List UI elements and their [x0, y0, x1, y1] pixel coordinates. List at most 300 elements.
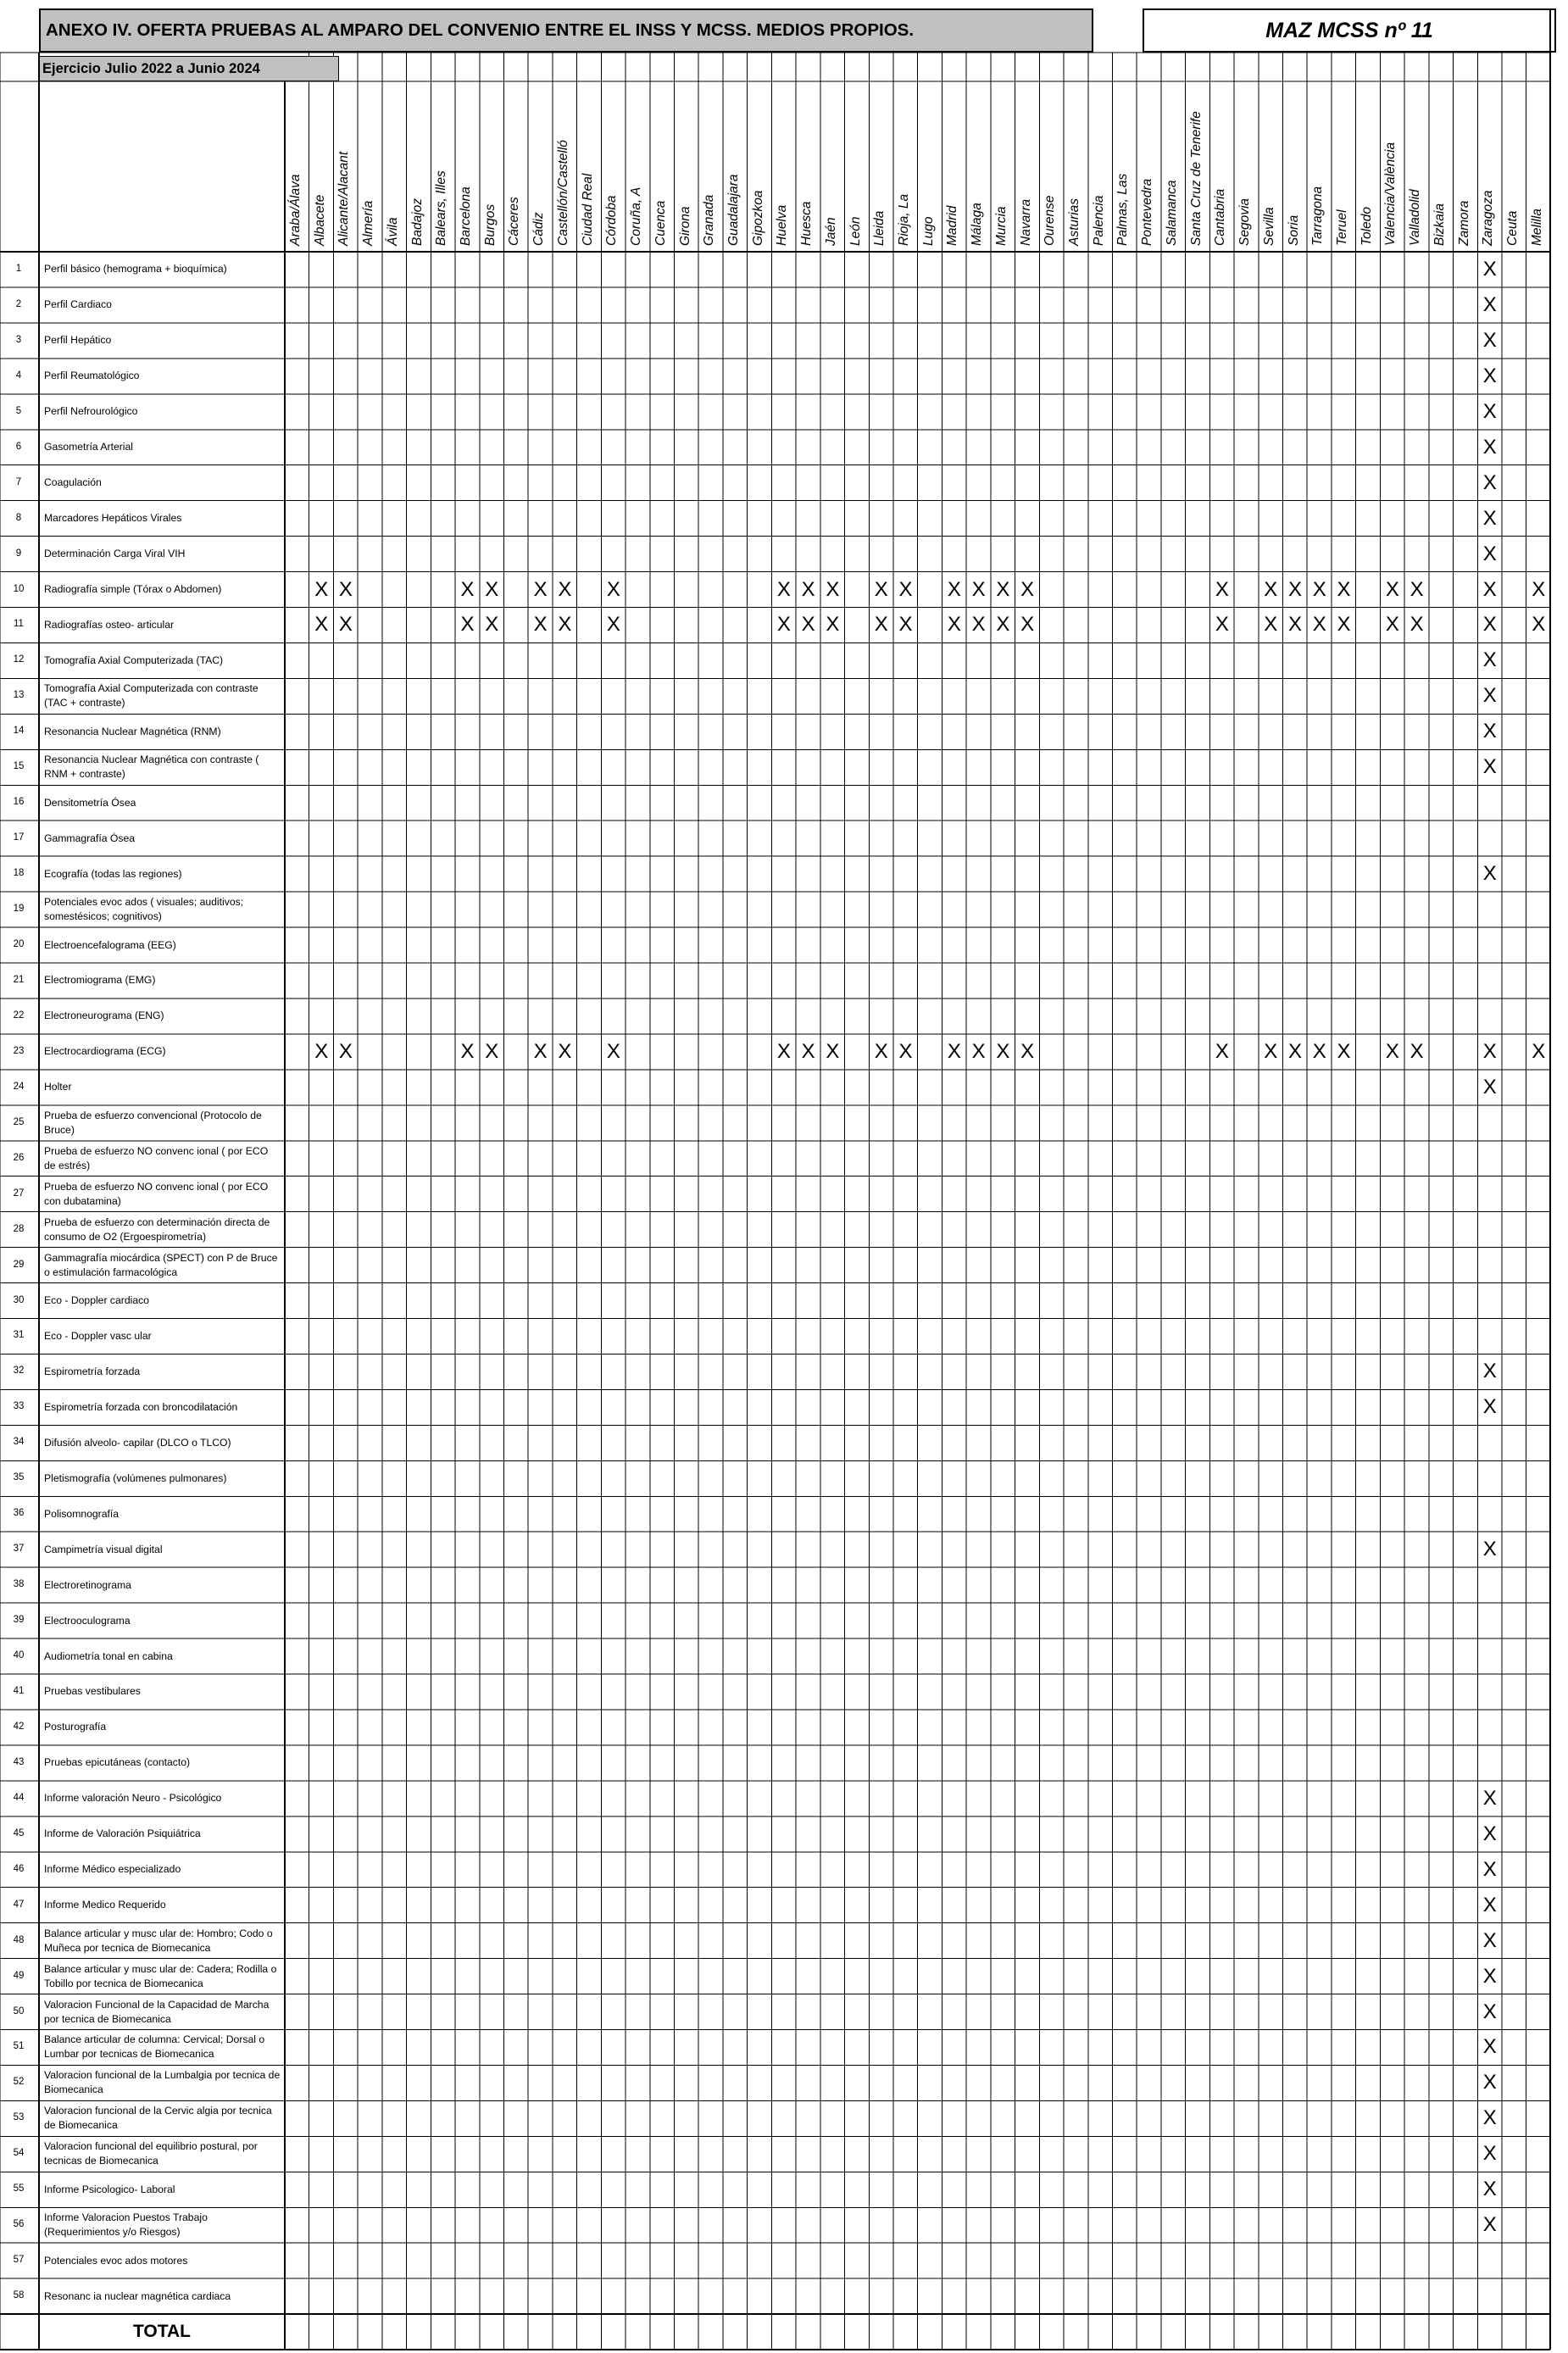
offer-mark: X — [826, 1039, 840, 1063]
province-name: Cuenca — [653, 200, 668, 246]
test-name: Campimetría visual digital — [44, 1543, 163, 1555]
row-number: 19 — [13, 904, 25, 915]
column-header — [675, 85, 699, 246]
province-name: Santa Cruz de Tenerife — [1188, 111, 1204, 246]
row-number: 34 — [13, 1437, 25, 1448]
offer-mark: X — [338, 577, 353, 601]
offer-mark: X — [1410, 577, 1424, 601]
test-name: Posturografía — [44, 1721, 107, 1733]
column-header — [1234, 85, 1259, 246]
offer-mark: X — [1385, 1039, 1399, 1063]
offer-mark: X — [1264, 613, 1278, 637]
offer-mark: X — [801, 1039, 815, 1063]
offer-mark: X — [1482, 1964, 1497, 1988]
column-header — [820, 85, 845, 246]
column-header — [869, 85, 893, 246]
offer-mark: X — [971, 1039, 986, 1063]
offer-mark: X — [1264, 1039, 1278, 1063]
row-number: 6 — [15, 441, 22, 452]
offer-mark: X — [1385, 613, 1399, 637]
test-name: Electrooculograma — [44, 1614, 131, 1627]
offer-mark: X — [558, 613, 572, 637]
offer-mark: X — [1385, 577, 1399, 601]
offer-mark: X — [1482, 684, 1497, 708]
province-name: Tarragona — [1310, 186, 1326, 246]
offer-mark: X — [1482, 399, 1497, 423]
column-header — [1259, 85, 1283, 246]
test-name: Ecografía (todas las regiones) — [44, 867, 182, 880]
offer-mark: X — [1337, 577, 1351, 601]
offer-mark: X — [314, 1039, 329, 1063]
row-number: 27 — [13, 1188, 25, 1199]
offer-mark: X — [1482, 613, 1497, 637]
test-name: Marcadores Hepáticos Virales — [44, 512, 182, 525]
row-number: 1 — [15, 263, 22, 274]
test-name: Valoracion Funcional de la Capacidad de Marcha por tecnica de Biomecanica — [44, 1998, 270, 2025]
offer-mark: X — [874, 1039, 888, 1063]
offer-mark: X — [1410, 1039, 1424, 1063]
test-name: Informe Medico Requerido — [44, 1899, 166, 1911]
column-header — [431, 85, 455, 246]
offer-mark: X — [801, 577, 815, 601]
row-number: 20 — [13, 939, 25, 950]
province-name: Ávila — [385, 217, 400, 246]
column-header — [723, 85, 748, 246]
row-number: 12 — [13, 654, 25, 665]
column-header — [382, 85, 407, 246]
test-name: Radiografías osteo- articular — [44, 618, 175, 631]
test-name: Gammagrafía miocárdica (SPECT) con P de Bruce o estimulación farmacológica — [44, 1251, 278, 1278]
offer-mark: X — [338, 613, 353, 637]
test-name: Electrocardiograma (ECG) — [44, 1045, 166, 1058]
province-name: Almería — [361, 200, 376, 246]
offer-mark: X — [1020, 1039, 1035, 1063]
column-header — [771, 85, 796, 246]
test-name: Gammagrafía Ósea — [44, 832, 136, 844]
province-name: Castellón/Castelló — [555, 140, 570, 246]
offer-mark: X — [606, 1039, 620, 1063]
column-header — [309, 85, 334, 246]
province-name: Salamanca — [1164, 180, 1179, 246]
offer-mark: X — [1288, 613, 1303, 637]
province-name: Balears, Illes — [434, 170, 449, 246]
test-name: Eco - Doppler cardiaco — [44, 1294, 149, 1307]
test-name: Potenciales evoc ados motores — [44, 2254, 188, 2267]
offer-mark: X — [558, 577, 572, 601]
province-name: Lugo — [920, 216, 936, 246]
offer-mark: X — [826, 613, 840, 637]
offer-mark: X — [338, 1039, 353, 1063]
province-name: Cantabria — [1213, 188, 1228, 246]
offer-mark: X — [996, 1039, 1010, 1063]
column-header — [698, 85, 723, 246]
row-number: 41 — [13, 1685, 25, 1696]
column-header — [455, 85, 480, 246]
offer-mark: X — [1288, 1039, 1303, 1063]
test-name: Resonancia Nuclear Magnética (RNM) — [44, 725, 221, 737]
test-name: Radiografía simple (Tórax o Abdomen) — [44, 583, 222, 596]
offer-mark: X — [533, 1039, 548, 1063]
column-header — [601, 85, 626, 246]
offer-mark: X — [1020, 577, 1035, 601]
test-name: Gasometría Arterial — [44, 441, 133, 453]
province-name: Palencia — [1091, 195, 1106, 246]
column-header — [1477, 85, 1502, 246]
test-name: Perfil Hepático — [44, 334, 112, 347]
test-name: Tomografía Axial Computerizada (TAC) — [44, 654, 224, 666]
column-header — [991, 85, 1015, 246]
offer-mark: X — [1482, 1075, 1497, 1099]
province-name: Barcelona — [459, 186, 474, 246]
test-name: Prueba de esfuerzo convencional (Protocolo de Bruce) — [44, 1109, 262, 1136]
row-number: 52 — [13, 2077, 25, 2088]
test-name: Electroencefalograma (EEG) — [44, 938, 176, 951]
column-header — [845, 85, 870, 246]
offer-mark: X — [1482, 506, 1497, 530]
test-name: Perfil Reumatológico — [44, 370, 140, 382]
province-name: Jaén — [823, 217, 838, 246]
test-name: Prueba de esfuerzo con determinación directa de consumo de O2 (Ergoespirometría) — [44, 1215, 270, 1243]
row-number: 48 — [13, 1934, 25, 1945]
offer-mark: X — [485, 1039, 499, 1063]
test-name: Electromiograma (EMG) — [44, 974, 156, 987]
province-name: Ciudad Real — [580, 173, 595, 246]
column-header — [1283, 85, 1308, 246]
offer-mark: X — [776, 577, 791, 601]
document-title: ANEXO IV. OFERTA PRUEBAS AL AMPARO DEL CONVENIO ENTRE EL INSS Y MCSS. MEDIOS PROPIOS. — [46, 20, 915, 40]
row-number: 22 — [13, 1010, 25, 1021]
province-name: Bizkaia — [1432, 203, 1447, 246]
row-number: 33 — [13, 1401, 25, 1412]
offer-mark: X — [1482, 257, 1497, 281]
test-name: Determinación Carga Viral VIH — [44, 548, 186, 560]
offer-mark: X — [1482, 1822, 1497, 1845]
offer-mark: X — [1482, 2000, 1497, 2023]
test-name: Informe Valoracion Puestos Trabajo (Requerimientos y/o Riesgos) — [44, 2211, 208, 2239]
test-name: Potenciales evoc ados ( visuales; auditivos; somestésicos; cognitivos) — [44, 896, 244, 923]
row-number: 57 — [13, 2255, 25, 2266]
offer-mark: X — [1215, 613, 1229, 637]
offer-mark: X — [1288, 577, 1303, 601]
row-number: 9 — [15, 548, 22, 559]
offer-mark: X — [1482, 1857, 1497, 1881]
column-header — [1404, 85, 1429, 246]
test-name: Densitometría Ósea — [44, 796, 136, 809]
offer-mark: X — [1312, 1039, 1326, 1063]
offer-mark: X — [533, 577, 548, 601]
offer-mark: X — [1482, 862, 1497, 886]
column-header — [1429, 85, 1454, 246]
test-name: Espirometría forzada con broncodilatación — [44, 1400, 238, 1413]
test-name: Resonanc ia nuclear magnética cardiaca — [44, 2289, 231, 2302]
offer-mark: X — [314, 613, 329, 637]
column-header — [796, 85, 820, 246]
province-name: Granada — [702, 194, 717, 246]
column-header — [553, 85, 577, 246]
row-number: 28 — [13, 1223, 25, 1234]
test-name: Valoracion funcional de la Cervic algia por tecnica de Biomecanica — [44, 2105, 272, 2132]
test-name: Prueba de esfuerzo NO convenc ional ( por ECO de estrés) — [44, 1144, 269, 1171]
row-number: 53 — [13, 2112, 25, 2123]
row-number: 47 — [13, 1899, 25, 1910]
offer-mark: X — [1482, 577, 1497, 601]
row-number: 35 — [13, 1472, 25, 1483]
column-header — [942, 85, 966, 246]
column-header — [1356, 85, 1381, 246]
offer-mark: X — [1482, 292, 1497, 316]
column-header — [528, 85, 553, 246]
offer-mark: X — [1312, 613, 1326, 637]
row-number: 4 — [15, 370, 22, 381]
province-name: Asturias — [1067, 198, 1082, 246]
offer-mark: X — [1410, 613, 1424, 637]
offer-mark: X — [1337, 1039, 1351, 1063]
column-header — [1380, 85, 1404, 246]
column-header — [1186, 85, 1210, 246]
row-number: 37 — [13, 1544, 25, 1555]
offer-mark: X — [947, 577, 961, 601]
offer-mark: X — [1482, 328, 1497, 352]
province-name: Burgos — [482, 203, 498, 246]
test-name: Prueba de esfuerzo NO convenc ional ( por ECO con dubatamina) — [44, 1180, 269, 1207]
offer-mark: X — [558, 1039, 572, 1063]
province-name: Lleida — [872, 210, 887, 246]
row-number: 38 — [13, 1579, 25, 1590]
column-header — [1209, 85, 1234, 246]
row-number: 45 — [13, 1827, 25, 1838]
row-number: 2 — [15, 298, 22, 309]
test-name: Valoracion funcional del equilibrio postural, por tecnicas de Biomecanica — [44, 2140, 258, 2167]
offer-mark: X — [1020, 613, 1035, 637]
row-number: 13 — [13, 690, 25, 701]
row-number: 36 — [13, 1508, 25, 1519]
row-number: 3 — [15, 334, 22, 345]
test-name: Pruebas vestibulares — [44, 1685, 141, 1698]
offer-mark: X — [1482, 2035, 1497, 2059]
offer-mark: X — [1532, 613, 1546, 637]
offer-mark: X — [971, 613, 986, 637]
column-header — [407, 85, 431, 246]
test-name: Polisomnografía — [44, 1507, 120, 1520]
province-name: Girona — [677, 206, 692, 246]
test-name: Coagulación — [44, 476, 102, 489]
row-number: 8 — [15, 512, 22, 523]
province-name: Coruña, A — [629, 186, 644, 246]
province-name: Guadalajara — [726, 174, 741, 246]
row-number: 24 — [13, 1081, 25, 1092]
test-name: Difusión alveolo- capilar (DLCO o TLCO) — [44, 1436, 231, 1449]
row-number: 11 — [14, 619, 24, 630]
province-name: Alicante/Alacant — [336, 151, 352, 246]
offer-mark: X — [898, 1039, 913, 1063]
province-name: Ceuta — [1505, 210, 1520, 246]
province-name: Toledo — [1359, 207, 1374, 246]
test-name: Holter — [44, 1081, 72, 1093]
row-number: 31 — [13, 1330, 25, 1341]
offer-mark: X — [485, 613, 499, 637]
province-name: Badajoz — [409, 197, 425, 246]
province-name: Zaragoza — [1481, 190, 1496, 246]
province-name: Sevilla — [1261, 207, 1276, 246]
column-header — [1502, 85, 1526, 246]
column-header — [285, 85, 309, 246]
test-name: Electroneurograma (ENG) — [44, 1010, 164, 1022]
column-header — [1088, 85, 1113, 246]
province-name: Ourense — [1043, 195, 1058, 246]
row-number: 23 — [13, 1045, 25, 1056]
offer-mark: X — [1482, 2142, 1497, 2166]
province-name: Navarra — [1018, 198, 1033, 246]
province-name: Huelva — [775, 204, 790, 246]
offer-mark: X — [1482, 470, 1497, 494]
province-name: Gipozkoa — [750, 190, 765, 246]
offer-mark: X — [1482, 720, 1497, 743]
row-number: 49 — [13, 1970, 25, 1981]
offer-mark: X — [485, 577, 499, 601]
column-header — [1137, 85, 1161, 246]
province-name: Pontevedra — [1140, 178, 1155, 246]
row-number: 39 — [13, 1615, 25, 1626]
column-header — [1064, 85, 1088, 246]
offer-mark: X — [1215, 1039, 1229, 1063]
mutua-code: MAZ MCSS nº 11 — [1265, 19, 1433, 42]
offer-mark: X — [1482, 2071, 1497, 2094]
offer-mark: X — [460, 1039, 475, 1063]
offer-mark: X — [996, 577, 1010, 601]
province-name: Valladolid — [1408, 189, 1423, 246]
column-header — [1526, 85, 1551, 246]
offer-mark: X — [776, 1039, 791, 1063]
province-name: Araba/Álava — [288, 174, 303, 246]
column-header — [503, 85, 528, 246]
column-header — [1307, 85, 1332, 246]
test-name: Tomografía Axial Computerizada con contraste (TAC + contraste) — [44, 682, 259, 709]
offer-mark: X — [1482, 1360, 1497, 1383]
test-name: Pletismografía (volúmenes pulmonares) — [44, 1471, 227, 1484]
offer-mark: X — [533, 613, 548, 637]
column-header — [1332, 85, 1356, 246]
province-name: Málaga — [970, 203, 985, 246]
row-number: 32 — [13, 1366, 25, 1377]
column-header — [358, 85, 382, 246]
column-header — [966, 85, 991, 246]
offer-mark: X — [801, 613, 815, 637]
row-number: 14 — [13, 726, 25, 737]
column-header — [1015, 85, 1040, 246]
test-name: Audiometría tonal en cabina — [44, 1649, 173, 1662]
row-number: 54 — [13, 2148, 25, 2159]
offer-mark: X — [1215, 577, 1229, 601]
row-number: 15 — [13, 761, 25, 772]
test-name: Espirometría forzada — [44, 1365, 141, 1377]
column-header — [893, 85, 918, 246]
province-name: Zamora — [1456, 200, 1471, 246]
province-name: Córdoba — [604, 195, 620, 246]
test-name: Informe Médico especializado — [44, 1863, 181, 1876]
row-number: 42 — [13, 1721, 25, 1732]
test-name: Balance articular de columna: Cervical; Dorsal o Lumbar por tecnicas de Biomecanica — [44, 2033, 265, 2061]
test-name: Informe de Valoración Psiquiátrica — [44, 1827, 201, 1840]
row-number: 21 — [13, 974, 25, 985]
offer-mark: X — [1482, 435, 1497, 459]
offer-mark: X — [606, 613, 620, 637]
row-number: 25 — [13, 1116, 25, 1127]
test-name: Valoracion funcional de la Lumbalgia por tecnica de Biomecanica — [44, 2069, 281, 2096]
offer-mark: X — [826, 577, 840, 601]
offer-mark: X — [1482, 1395, 1497, 1419]
province-name: Murcia — [993, 206, 1009, 246]
row-number: 5 — [15, 405, 22, 416]
test-name: Perfil Cardiaco — [44, 298, 112, 311]
province-name: Albacete — [312, 194, 327, 246]
test-name: Resonancia Nuclear Magnética con contraste ( RNM + contraste) — [44, 754, 259, 781]
province-name: Melilla — [1529, 209, 1544, 246]
offer-mark: X — [898, 577, 913, 601]
province-name: Madrid — [945, 205, 960, 246]
column-header — [577, 85, 602, 246]
column-header — [333, 85, 358, 246]
column-header — [626, 85, 650, 246]
row-number: 16 — [13, 797, 25, 808]
offer-mark: X — [874, 613, 888, 637]
column-header — [918, 85, 942, 246]
province-name: Cádiz — [531, 212, 547, 246]
offer-mark: X — [1482, 542, 1497, 565]
row-number: 17 — [13, 832, 25, 843]
column-header — [1039, 85, 1064, 246]
column-header — [1112, 85, 1137, 246]
offer-mark: X — [460, 613, 475, 637]
row-number: 58 — [13, 2290, 25, 2301]
row-number: 30 — [13, 1294, 25, 1305]
row-number: 51 — [13, 2041, 25, 2052]
column-header — [1454, 85, 1478, 246]
offer-mark: X — [1482, 364, 1497, 387]
offer-mark: X — [1532, 577, 1546, 601]
offer-mark: X — [947, 613, 961, 637]
column-header — [480, 85, 504, 246]
province-name: Huesca — [799, 201, 815, 246]
offer-mark: X — [606, 577, 620, 601]
province-name: Soria — [1286, 214, 1301, 246]
row-number: 7 — [15, 476, 22, 487]
offer-mark: X — [1482, 1538, 1497, 1561]
province-name: Cáceres — [507, 197, 522, 246]
test-name: Informe Psicologico- Laboral — [44, 2183, 175, 2195]
row-number: 40 — [13, 1650, 25, 1661]
test-name: Electroretinograma — [44, 1578, 131, 1591]
offer-mark: X — [1532, 1039, 1546, 1063]
offer-mark: X — [1312, 577, 1326, 601]
row-number: 18 — [13, 868, 25, 879]
offer-mark: X — [947, 1039, 961, 1063]
row-number: 44 — [13, 1792, 25, 1803]
offer-mark: X — [1482, 2178, 1497, 2201]
offer-mark: X — [1482, 648, 1497, 672]
column-header — [1161, 85, 1186, 246]
column-header — [748, 85, 772, 246]
row-number: 29 — [13, 1259, 25, 1270]
column-header — [650, 85, 675, 246]
offer-mark: X — [1482, 1039, 1497, 1063]
test-name: Perfil Nefrourológico — [44, 405, 138, 418]
offer-mark: X — [1264, 577, 1278, 601]
province-name: Segovia — [1237, 197, 1253, 246]
offer-mark: X — [460, 577, 475, 601]
offer-mark: X — [874, 577, 888, 601]
offer-mark: X — [314, 577, 329, 601]
offer-mark: X — [1482, 1928, 1497, 1952]
